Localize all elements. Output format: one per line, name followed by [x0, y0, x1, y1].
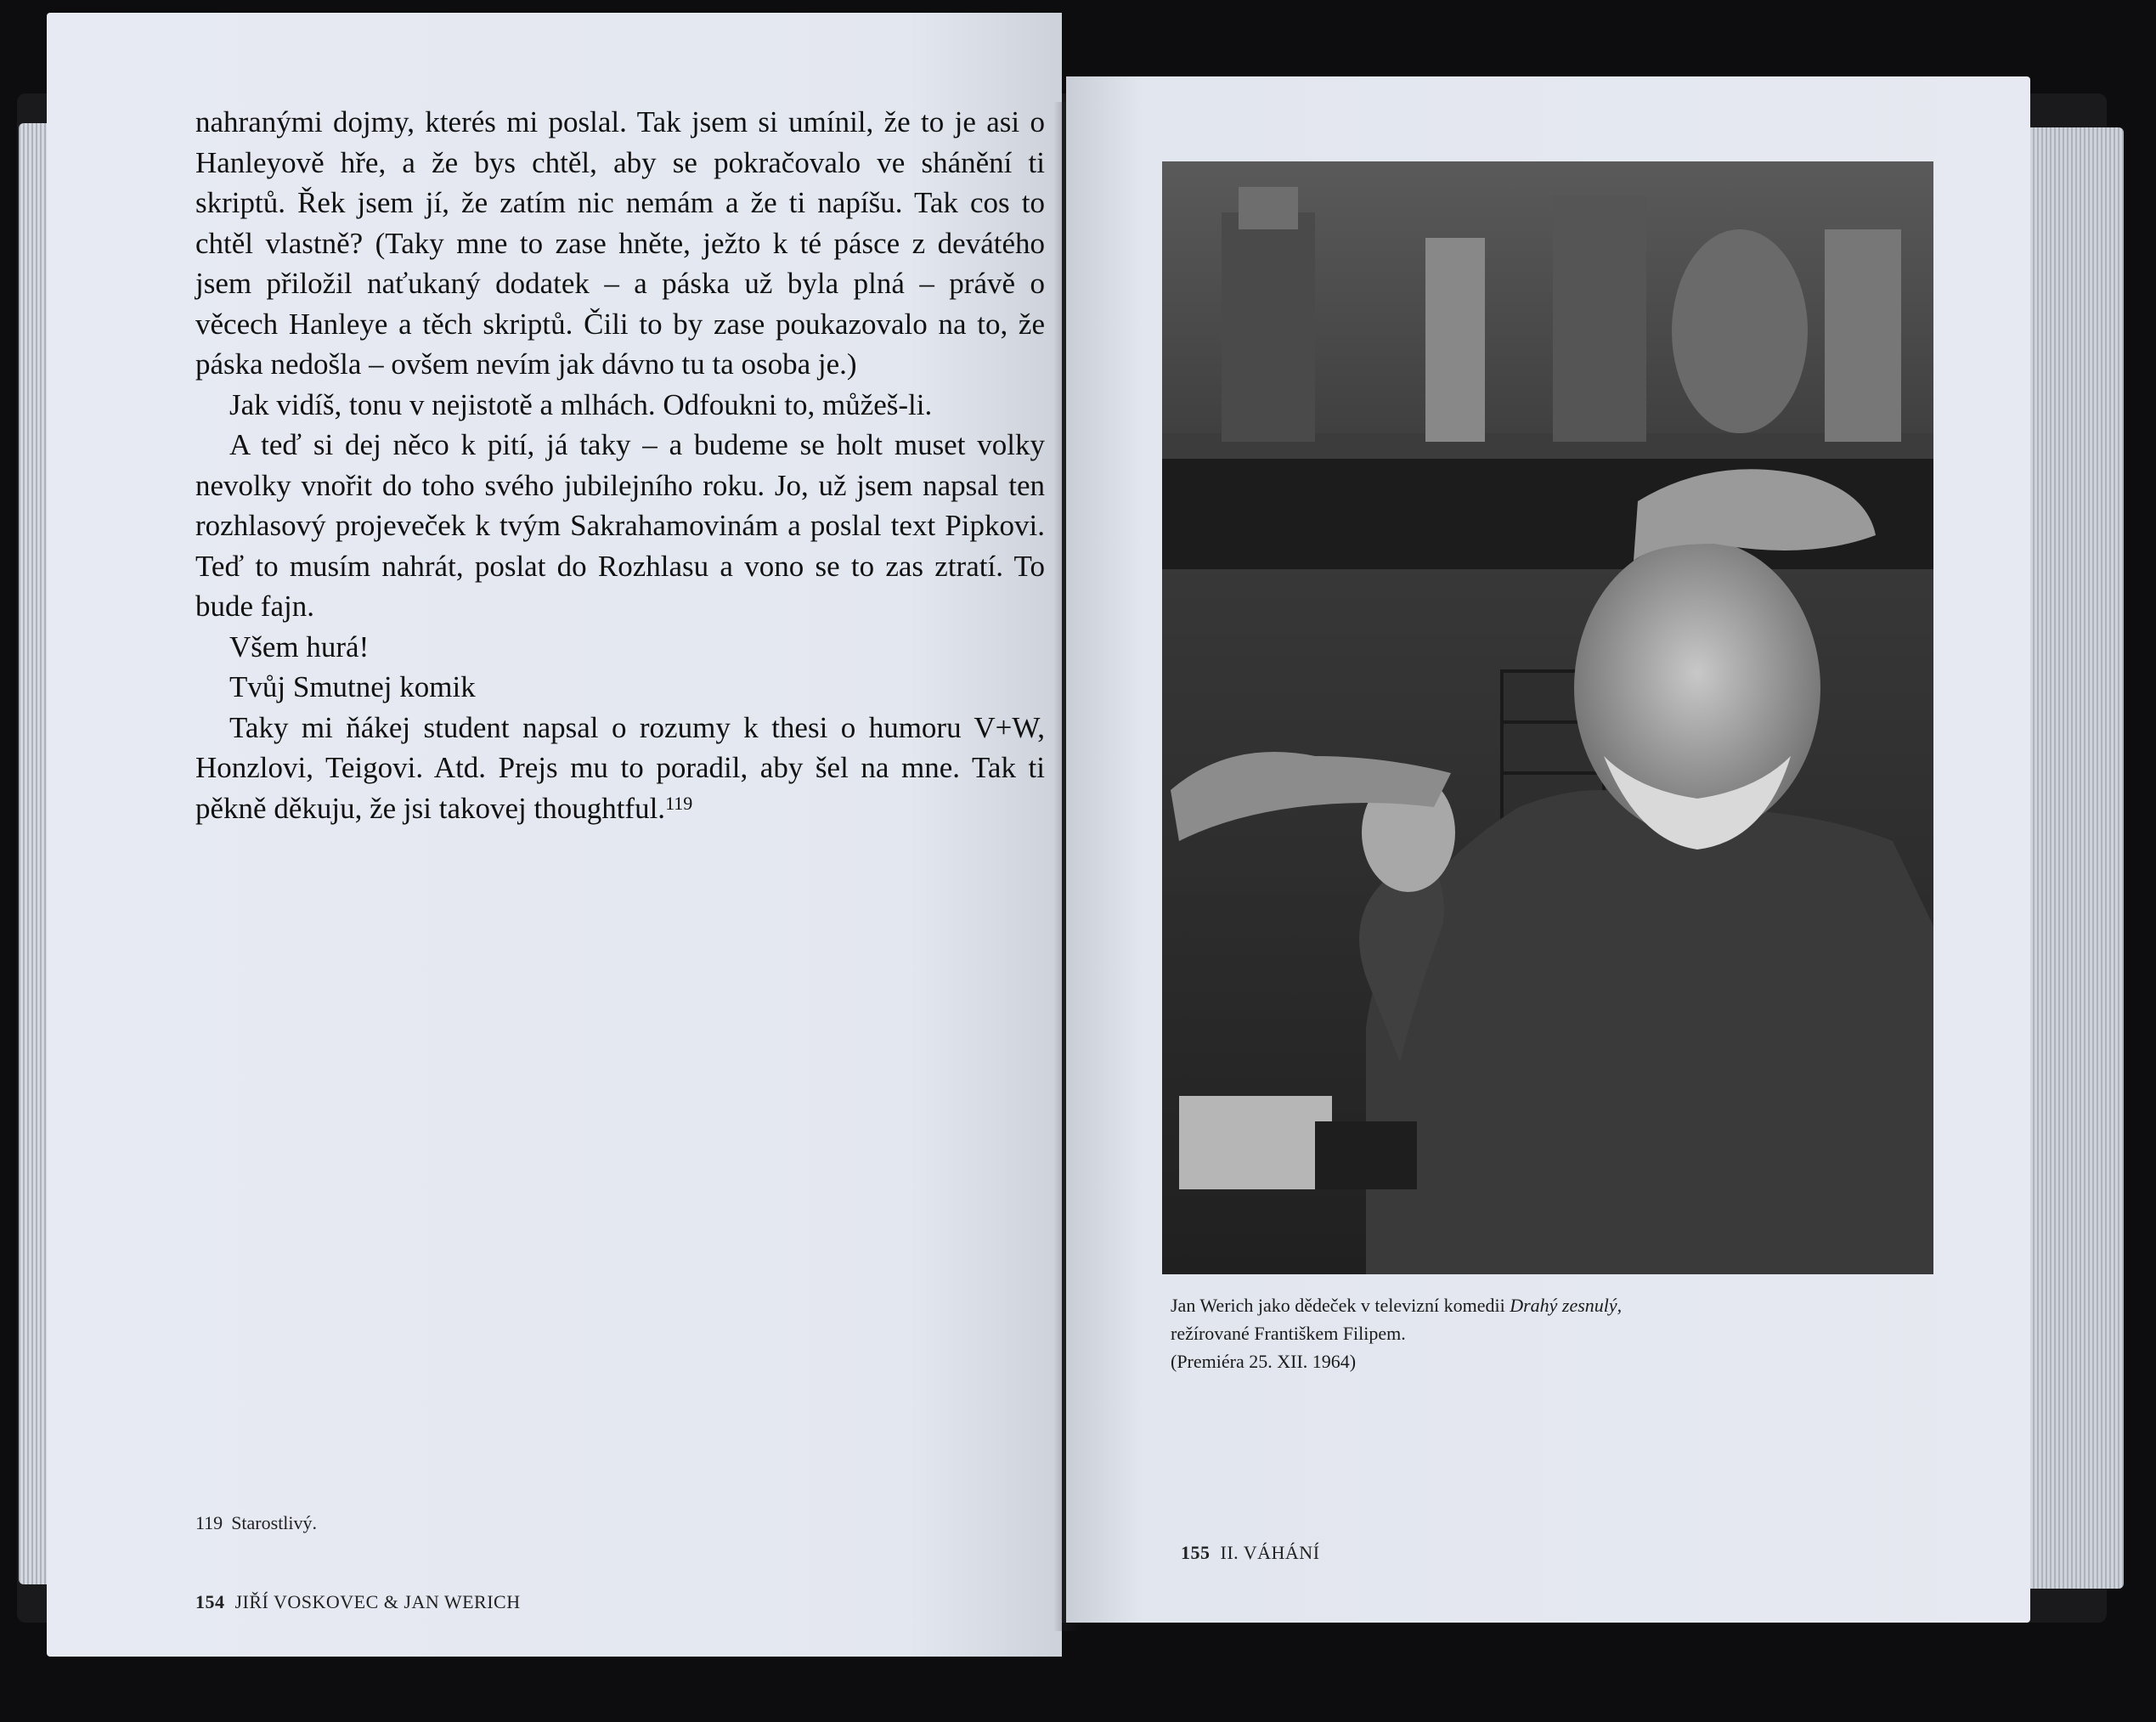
page-edges-right	[2022, 127, 2124, 1589]
body-text	[195, 102, 1045, 828]
caption-line-1	[1171, 1291, 1935, 1319]
page-number-left: 154	[195, 1591, 225, 1612]
footnote	[195, 1512, 317, 1534]
left-page	[47, 13, 1062, 1657]
paragraph-6	[195, 708, 1045, 829]
caption-line-1-prefix: Jan Werich jako dědeček v televizní komedii	[1171, 1295, 1510, 1316]
footnote-number: 119	[195, 1512, 223, 1533]
caption-line-3: (Premiéra 25. XII. 1964)	[1171, 1351, 1357, 1372]
photo-caption	[1171, 1291, 1935, 1375]
footnote-reference[interactable]: 119	[665, 792, 693, 814]
folio-right	[1181, 1542, 1320, 1564]
photo-illustration	[1162, 161, 1933, 1274]
photograph	[1162, 161, 1933, 1274]
paragraph-5: Tvůj Smutnej komik	[229, 670, 476, 703]
paragraph-1: nahranými dojmy, kterés mi poslal. Tak jsem si umínil, že to je asi o Hanleyově hře, a že bys chtěl, aby se pokračovalo ve shánění ti skriptů. Řek jsem jí, že zatím nic nemám a že ti napíšu. Tak cos to chtěl vlastně? (Taky mne to zase hněte, ježto k té pásce z devátého jsem přiložil naťukaný dodatek – a páska už byla plná – právě o věcech Hanleye a těch skriptů. Čili to by zase poukazovalo na to, že páska nedošla – ovšem nevím jak dávno tu ta osoba je.)	[195, 105, 1045, 381]
page-number-right: 155	[1181, 1542, 1211, 1563]
caption-title: Drahý zesnulý,	[1510, 1295, 1623, 1316]
paragraph-4: Všem hurá!	[229, 630, 370, 663]
running-head-left: JIŘÍ VOSKOVEC & JAN WERICH	[234, 1591, 521, 1612]
running-head-right: II. VÁHÁNÍ	[1220, 1542, 1320, 1563]
paragraph-3: A teď si dej něco k pití, já taky – a budeme se holt muset volky nevolky vnořit do toho svého jubilejního roku. Jo, už jsem napsal ten rozhlasový projeveček k tvým Sakrahamovinám a poslal text Pipkovi. Teď to musím nahrát, poslat do Rozhlasu a vono se to zas ztratí. To bude fajn.	[195, 428, 1045, 623]
caption-line-2: režírované Františkem Filipem.	[1171, 1323, 1406, 1344]
folio-left	[195, 1591, 521, 1613]
paragraph-2: Jak vidíš, tonu v nejistotě a mlhách. Odfoukni to, můžeš-li.	[229, 387, 933, 421]
footnote-text: Starostlivý.	[231, 1512, 318, 1533]
paragraph-6-text: Taky mi ňákej student napsal o rozumy k thesi o humoru V+W, Honzlovi, Teigovi. Atd. Prejs mu to poradil, aby šel na mne. Tak ti pěkně děkuju, že jsi takovej thoughtful.	[195, 710, 1045, 825]
